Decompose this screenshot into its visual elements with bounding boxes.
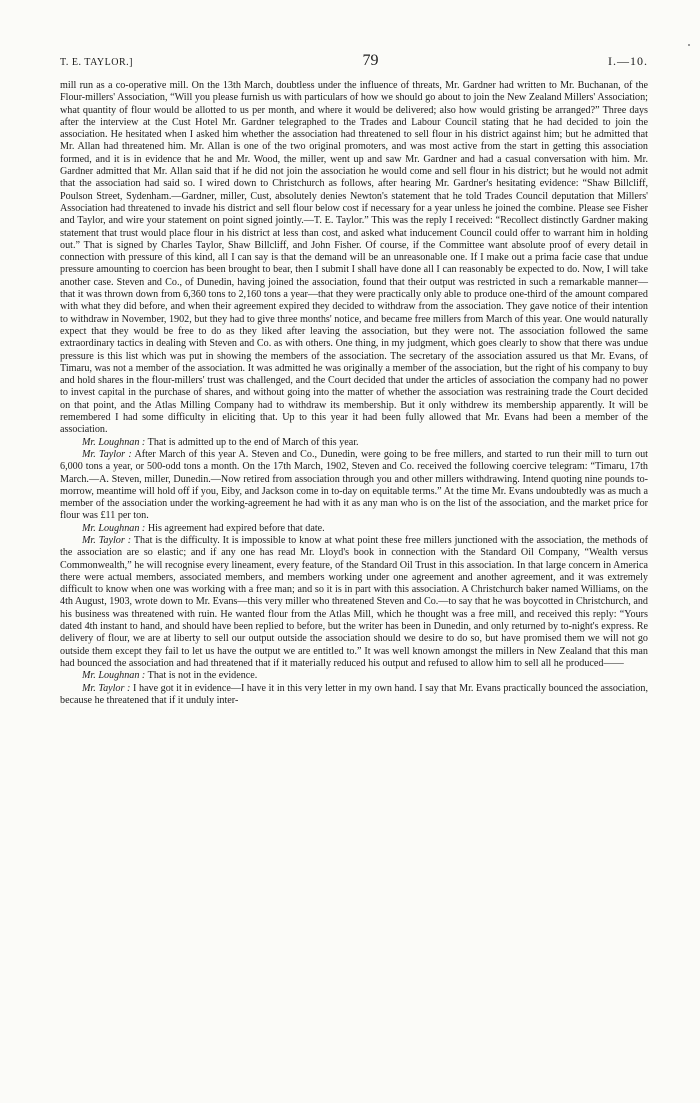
- paragraph: [60, 523, 648, 535]
- paragraph-text: That is not in the evidence.: [147, 670, 258, 682]
- speaker: Mr. Loughnan :: [82, 670, 146, 682]
- speaker: Mr. Taylor :: [82, 682, 131, 694]
- paragraph: [60, 683, 648, 708]
- body-text: [60, 80, 648, 707]
- paragraph: [60, 670, 648, 682]
- document-reference: I.—10.: [608, 54, 648, 68]
- paragraph-text: After March of this year A. Steven and Co., Dunedin, were going to be free millers, and started to run their mill to turn out 6,000 tons a year, or 500-odd tons a month. On the 17th March, 1902, Steven and Co. received the following coercive telegram: “Timaru, 17th March.—A. Steven, miller, Dunedin.—Now retired from association through you and other millers withdrawing. Intend quoting nine pounds to-morrow, meantime will hold off if you, Eiby, and Jackson come in to-day on equitable terms.” At the time Mr. Evans undoubtedly was as much a member of the association under the working-agreement he had with it as any man who is on the list of the association, and the market price for flour was £11 per ton.: [60, 448, 648, 522]
- header-author: T. E. TAYLOR.]: [60, 57, 133, 68]
- speaker: Mr. Loughnan :: [82, 436, 146, 448]
- speaker: Mr. Loughnan :: [82, 522, 146, 534]
- running-header: [60, 52, 648, 70]
- paragraph: [60, 449, 648, 523]
- paragraph: [60, 437, 648, 449]
- document-page: [60, 52, 648, 707]
- paragraph: [60, 80, 648, 437]
- paragraph-text: His agreement had expired before that date.: [147, 522, 325, 534]
- paragraph-text: I have got it in evidence—I have it in this very letter in my own hand. I say that Mr. Evans practically bounced the association, because he threatened that if it unduly inter-: [60, 682, 649, 706]
- speaker: Mr. Taylor :: [82, 534, 132, 546]
- speaker: Mr. Taylor :: [82, 448, 132, 460]
- paragraph: [60, 535, 648, 670]
- paragraph-text: mill run as a co-operative mill. On the 13th March, doubtless under the influence of threats, Mr. Gardner had written to Mr. Buchanan, of the Flour-millers' Association, “Will you please furnish us with particulars of how we should go about to join the New Zealand Millers' Association; what quantity of flour would be allotted to us per month, and where it would be delivered; also how would gristing be arranged?” Three days after the interview at the Cust Hotel Mr. Gardner telegraphed to the Trades and Labour Council stating that he had decided to join the association. He hesitated when I asked him whether the association had threatened to sell flour in his district against him; but he admitted that Mr. Allan had threatened him. Mr. Allan is one of the two original promoters, and was most active from the start in getting this association formed, and it is in evidence that he and Mr. Wood, the miller, went up and saw Mr. Gardner and had a casual conversation with him. Mr. Gardner admitted that Mr. Allan said that if he did not join the association he would come and sell flour in his district; but he would not admit that the association had said so. I wired down to Christchurch as follows, after hearing Mr. Gardner's hesitating evidence: “Shaw Billcliff, Poulson Street, Sydenham.—Gardner, miller, Cust, absolutely denies Newton's statement that he told Trades Council deputation that Millers' Association had threatened to invade his district and sell flour below cost if necessary for a year unless he joined the combine. Please see Fisher and Taylor, and wire your statement on point signed jointly.—T. E. Taylor.” This was the reply I received: “Recollect distinctly Gardner making statement that trust would place flour in his district at less than cost, and asked what inducement Council could offer to warrant him in holding out.” That is signed by Charles Taylor, Shaw Billcliff, and John Fisher. Of course, if the Committee want absolute proof of every detail in connection with pressure of this kind, all I can say is that the demand will be an unreasonable one. If I make out a prima facie case that undue pressure amounting to coercion has been brought to bear, then I submit I shall have done all I can reasonably be expected to do. Now, I will take another case. Steven and Co., of Dunedin, having joined the association, found that their output was restricted in such a remarkable manner—that it was thrown down from 6,360 tons to 2,160 tons a year—that they were practically only able to produce one-third of the amount compared with what they did before, and when their agreement expired they decided to withdraw from the association. They gave notice of their intention to withdraw in November, 1902, but they had to give three months' notice, and became free millers from March of this year. One would naturally expect that they would be free to do as they liked after leaving the association, but they were not. The association followed the same extraordinary tactics in dealing with Steven and Co. as with others. One thing, in my judgment, which goes clearly to show that there was undue pressure is this list which was put in showing the members of the association. The secretary of the association assured us that Mr. Evans, of Timaru, was not a member of the association. It was admitted he was originally a member of the association, but the right of his company to buy and hold shares in the flour-millers' trust was challenged, and the Court decided that under the articles of association the company had no power to invest capital in the purchase of shares, and without going into the matter of whether the association was restraining trade the Court decided on that point, and the Atlas Milling Company had to withdraw its membership. But it only withdrew its membership apparently. It will be remembered I had some difficulty in eliciting that. Up to this year it had been fully allowed that Mr. Evans had been a member of the association.: [60, 80, 648, 436]
- page-number: 79: [362, 52, 379, 69]
- edge-mark: [688, 44, 690, 46]
- paragraph-text: That is admitted up to the end of March of this year.: [147, 436, 359, 448]
- paragraph-text: That is the difficulty. It is impossible to know at what point these free millers junctioned with the association, the methods of the association are so elastic; and if any one has read Mr. Lloyd's book in connection with the Standard Oil Company, “Wealth versus Commonwealth,” he will recognise every lineament, every feature, of the Standard Oil Trust in this association. In that large concern in America there were actual members, associated members, and members working under one agreement and another agreement, and it was extremely difficult to know when one was working with a free man; and so it is in part with this association. A Christchurch baker named Williams, on the 4th August, 1903, wrote down to Mr. Evans—this very miller who threatened Steven and Co.—to say that he was boycotted in Christchurch, and his business was threatened with ruin. He wanted flour from the Atlas Mill, which he thought was a free mill, and received this reply: “Yours dated 4th instant to hand, and should have been replied to before, but the writer has been in Dunedin, and only returned by to-night's express. Re delivery of flour, we are at liberty to sell our output outside the association should we desire to do so, but have promised them we will not go outside them except they fail to let us have the output we are entitled to.” It was well known amongst the millers in New Zealand that this man had bounced the association and had threatened that if it materially reduced his output and refused to allow him to sell all he produced——: [60, 534, 648, 669]
